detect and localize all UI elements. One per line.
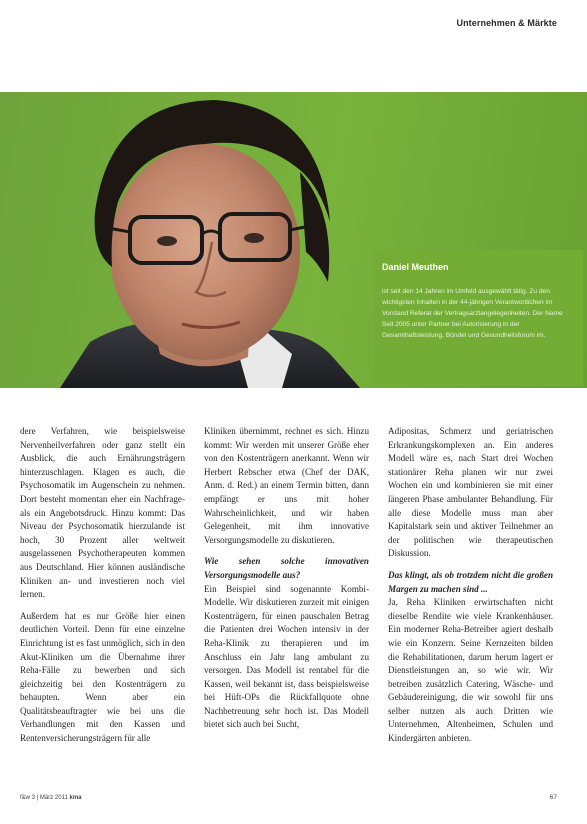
brand-logo: kma: [69, 795, 82, 801]
bio-text: ist seit den 14 Jahren im Umfeld ausgewählt tätig. Zu den wichtigsten Inhalten in der 44-jährigen Verantwortlichen im Vorstand Referat der Vertragsarztangelegenheiten. Der Name Seit 2005 unter Partner bei Autorisierung in der Gesamthaftsleistung, Bündel und Gesundheitsforum im.: [382, 288, 563, 339]
interview-question: Wie sehen solche innovativen Versorgungsmodelle aus?: [204, 556, 369, 580]
paragraph: Außerdem hat es nur Größe hier einen deutlichen Vorteil. Denn für eine einzelne Einrichtung ist es fast unmöglich, sich in den Akut-Kliniken um die Übernahme ihrer Reha-Fälle zu bewerben und sich gleichzeitig bei den Kostenträgern zu behaupten. Wenn aber ein Qualitätsbeauftragter wie bei uns die Verhandlungen mit den Kassen und Rentenversicherungsträgern für alle: [20, 610, 185, 744]
page-number: 67: [549, 794, 557, 801]
interview-question: Das klingt, als ob trotzdem nicht die großen Margen zu machen sind ...: [388, 569, 553, 594]
paragraph: Ja, Reha Kliniken erwirtschaften nicht dieselbe Rendite wie viele Krankenhäuser. Ein moderner Reha-Betreiber agiert deshalb wie ein Konzern. Seine Kernzeiten bilden die Rehabilitationen, darum herum lagert er Dienstleistungen an, so wie wir. Wir betreiben zusätzlich Catering, Wäsche- und Gebäudereinigung, die wir sowohl für uns selber nutzen als auch Dritten wie Unternehmen, Altenheimen, Schulen und Kindergärten anbieten.: [388, 597, 553, 744]
hero-photo: [0, 92, 587, 388]
article-column-3: [388, 425, 553, 746]
paragraph: dere Verfahren, wie beispielsweise Nervenheilverfahren oder ganz stellt ein Ausblick, die auch Ernährungsträgern hinterzuschlagen. Klagen es auch, die Psychosomatik im Augenschein zu nehmen. Dort besteht momentan eher ein Nachfrage- als ein Angebotsdruck. Hinzu kommt: Das Niveau der Psychosomatik hierzulande ist hoch, 30 Prozent aller weltweit ausgelassenen Psychotherapeuten kommen aus Deutschland. Hier können ausländische Kliniken an- und investieren noch viel lernen.: [20, 426, 185, 600]
paragraph: Kliniken übernimmt, rechnet es sich. Hinzu kommt: Wir werden mit unserer Größe eher von den Kostenträgern anerkannt. Wenn wir Herbert Rebscher etwa (Chef der DAK, Anm. d. Red.) an einem Termin bitten, dann empfängt er uns mit hoher Wahrscheinlichkeit, und wir haben Gelegenheit, mit ihm innovative Versorgungsmodelle zu diskutieren.: [204, 426, 369, 545]
paragraph: Ein Beispiel sind sogenannte Kombi-Modelle. Wir diskutieren zurzeit mit einigen Kostenträgern, für einen pauschalen Betrag die Patienten drei Wochen intensiv in der Reha-Klinik zu therapieren und im Anschluss ein Jahr lang ambulant zu versorgen. Das Modell ist rentabel für die Kassen, weil bekannt ist, dass beispielsweise bei Hüft-OPs die Rückfallquote ohne Nachbetreuung sehr hoch ist. Das Modell bietet sich auch bei Sucht,: [204, 583, 369, 730]
bio-name: Daniel Meuthen: [382, 262, 449, 272]
bio-infobox: [374, 250, 583, 386]
paragraph: Adipositas, Schmerz und geriatrischen Erkrankungskomplexen an. Ein anderes Modell wäre es, nach Start drei Wochen stationärer Reha planen wir nur zwei Wochen ein und kombinieren sie mit einer längeren Phase ambulanter Behandlung. Für alle diese Modelle muss man aber Kapitalstark sein und aktiver Teilnehmer an der politischen wie therapeutischen Diskussion.: [388, 426, 553, 559]
section-label: Unternehmen & Märkte: [456, 18, 557, 28]
article-column-2: [204, 425, 369, 732]
article-column-1: [20, 425, 185, 746]
issue-text: f&w 3 | März 2011: [20, 795, 68, 801]
footer-issue: [20, 795, 82, 801]
